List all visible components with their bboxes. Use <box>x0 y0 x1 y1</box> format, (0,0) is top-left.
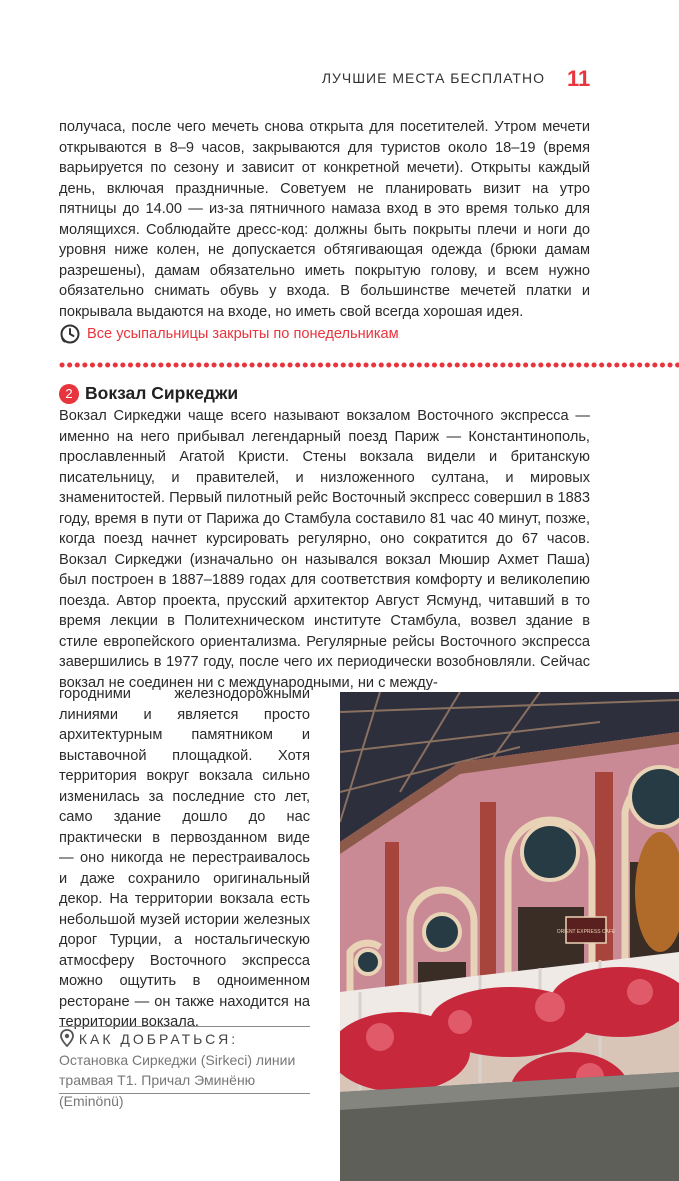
section-paragraph-wide: Вокзал Сиркеджи чаще всего называют вокзалом Восточного экспресса — именно на него прибывал легендарный поезд Париж — Константинополь, прославленный Агатой Кристи. Стены вокзала видели и британскую писательницу, и правителей, и низложенного султана, и мировых знаменитостей. Первый пилотный рейс Восточный экспресс совершил в 1883 году, время в пути от Парижа до Стамбула составило 81 час 40 минут, позже, когда поезд начнет курсировать регулярно, оно сократится до 67 часов. Вокзал Сиркеджи (изначально он назывался вокзал Мюшир Ахмет Паша) был построен в 1887–1889 годах для соответствия комфорту и великолепию поезда. Автор проекта, прусский архитектор Август Ясмунд, читавший в то время лекции в Политехническом институте Стамбула, возвел здание в стиле европейского ориентализма. Регулярные рейсы Восточного экспресса завершились в 1977 году, после чего их периодически возобновляли. Сейчас вокзал не соединен ни с международными, ни с между- <box>59 408 590 691</box>
sirkeci-station-photo <box>340 692 679 1181</box>
note-text: Все усыпальницы закрыты по понедельникам <box>87 326 399 342</box>
dotted-divider <box>59 361 679 369</box>
directions-label: КАК ДОБРАТЬСЯ: <box>78 1031 239 1047</box>
clock-icon <box>59 323 81 345</box>
directions-box <box>59 1026 310 1111</box>
running-title: ЛУЧШИЕ МЕСТА БЕСПЛАТНО <box>321 70 545 86</box>
section-heading <box>59 383 238 404</box>
page-number: 11 <box>567 66 591 91</box>
section-title: Вокзал Сиркеджи <box>85 383 239 403</box>
location-pin-icon <box>59 1029 75 1047</box>
directions-bottom-rule <box>59 1093 310 1094</box>
directions-text: Остановка Сиркеджи (Sirkeci) линии трамвая Т1. Причал Эминёню (Eminönü) <box>59 1051 296 1109</box>
section-number-badge: 2 <box>59 384 79 404</box>
intro-paragraph: получаса, после чего мечеть снова открыта для посетителей. Утром мечети открываются в 8–9 часов, закрываются для туристов около 18–19 (время варьируется по сезону и зависит от конкретной мечети). Открыты каждый день, включая праздничные. Советуем не планировать визит на утро пятницы до 14.00 — из-за пятничного намаза вход в это время только для молящихся. Соблюдайте дресс-код: должны быть покрыты плечи и ноги до уровня ниже колен, не допускается обтягивающая одежда (брюки дамам разрешены), дамам обязательно иметь покрытую голову, и всем нужно обязательно снимать обувь у входа. В большинстве мечетей платки и покрывала выдаются на входе, но иметь свой всегда хорошая идея. <box>59 119 590 320</box>
cafe-sign: ORIENT EXPRESS CAFE <box>556 929 616 935</box>
section-paragraph-narrow: городними железнодорожными линиями и является просто архитектурным памятником и выставочной площадкой. Хотя территория вокруг вокзала сильно изменилась за последние сто лет, само здание дошло до нас практически в первозданном виде — оно никогда не перестраивалось и даже сохранило оригинальный декор. На территории вокзала есть небольшой музей истории железных дорог Турции, а ностальгическую атмосферу Восточного экспресса можно ощутить в одноименном ресторане — он также находится на территории вокзала. <box>59 686 310 1030</box>
hours-note <box>59 323 599 345</box>
